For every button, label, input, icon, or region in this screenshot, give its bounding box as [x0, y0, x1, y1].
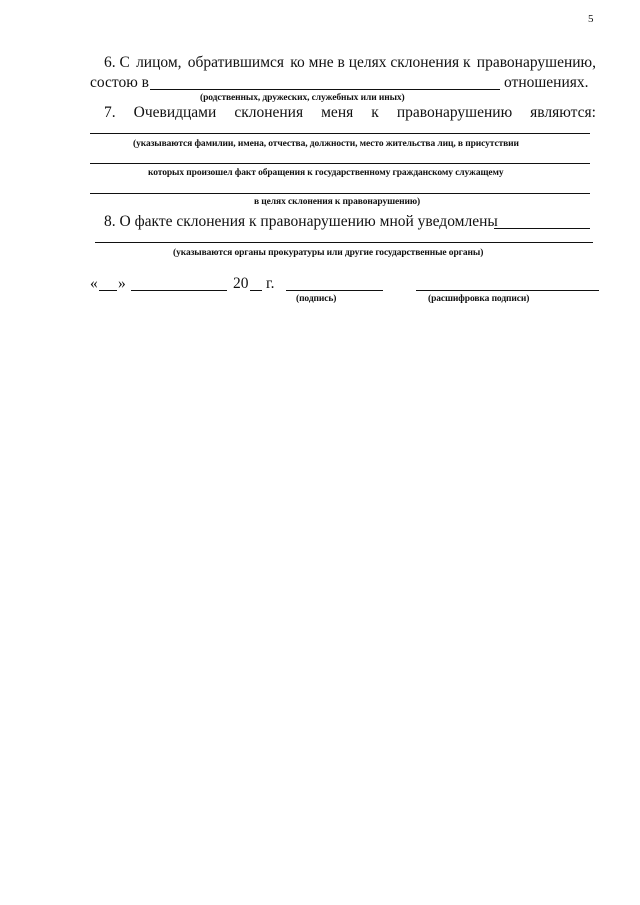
- signature-caption: (подпись): [296, 294, 337, 304]
- item6-word: правонарушению,: [476, 54, 596, 71]
- item8-authority-field-1[interactable]: [494, 228, 590, 229]
- item8-caption: (указываются органы прокуратуры или другие государственные органы): [173, 248, 484, 258]
- item7-witnesses-field-1[interactable]: [90, 133, 590, 134]
- item6-word: лицом,: [136, 54, 182, 71]
- page-number: 5: [588, 13, 594, 25]
- item7-caption-2: которых произошел факт обращения к государственному гражданскому служащему: [148, 168, 504, 178]
- signature-decoding-field[interactable]: [416, 290, 599, 291]
- item7-caption-1: (указываются фамилии, имена, отчества, должности, место жительства лиц, в присутствии: [133, 139, 519, 149]
- item7-caption-3: в целях склонения к правонарушению): [254, 197, 421, 207]
- item7-word: склонения: [234, 104, 304, 121]
- item6-relationship-field[interactable]: [150, 89, 500, 90]
- item7-line: [104, 104, 596, 122]
- date-month-field[interactable]: [131, 290, 227, 291]
- item7-witnesses-field-2[interactable]: [90, 163, 590, 164]
- item7-word: являются:: [530, 104, 596, 121]
- item6-suffix: отношениях.: [504, 74, 589, 91]
- signature-field[interactable]: [286, 290, 383, 291]
- signature-decoding-caption: (расшифровка подписи): [428, 294, 530, 304]
- item7-word: к: [371, 104, 379, 121]
- item6-caption: (родственных, дружеских, служебных или иных): [200, 93, 405, 103]
- item7-word: Очевидцами: [133, 104, 217, 121]
- date-year-prefix: 20: [233, 275, 249, 292]
- item6-word: ко мне в целях склонения к: [290, 54, 471, 71]
- item6-prefix: состою в: [90, 74, 149, 91]
- item6-word: 6. С: [104, 54, 130, 71]
- date-year-field[interactable]: [250, 290, 262, 291]
- item6-word: обратившимся: [187, 54, 285, 71]
- item8-authority-field-2[interactable]: [95, 242, 593, 243]
- date-quote-close: »: [118, 275, 126, 292]
- item7-word: 7.: [104, 104, 116, 121]
- item6-line1: [104, 54, 596, 72]
- date-day-field[interactable]: [99, 290, 117, 291]
- item7-witnesses-field-3[interactable]: [90, 193, 590, 194]
- item7-word: правонарушению: [396, 104, 513, 121]
- item8-text: 8. О факте склонения к правонарушению мной уведомлены: [104, 213, 498, 230]
- item7-word: меня: [321, 104, 354, 121]
- date-quote-open: «: [90, 275, 98, 292]
- date-year-suffix: г.: [266, 275, 275, 292]
